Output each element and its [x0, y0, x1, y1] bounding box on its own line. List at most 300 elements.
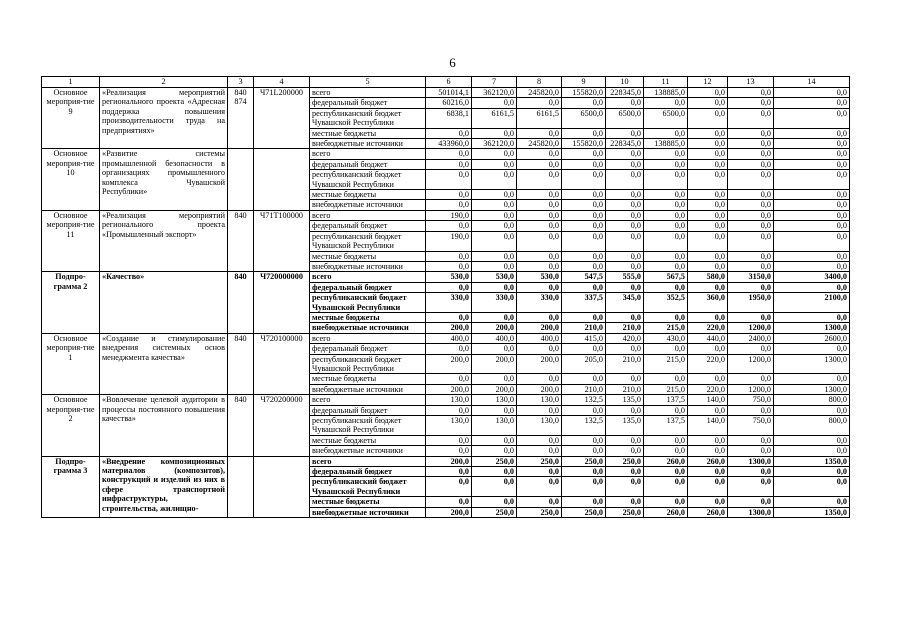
funding-source-label: всего — [310, 333, 426, 343]
amount-cell: 1300,0 — [774, 323, 850, 333]
row-target-code: Ч720000000 — [254, 272, 310, 333]
funding-source-label: федеральный бюджет — [310, 159, 426, 169]
amount-cell: 0,0 — [728, 446, 774, 456]
amount-cell: 228345,0 — [606, 88, 644, 98]
row-grbs-code: 840 — [228, 272, 254, 333]
amount-cell: 0,0 — [472, 251, 517, 261]
amount-cell: 0,0 — [472, 149, 517, 159]
amount-cell: 555,0 — [606, 272, 644, 282]
amount-cell: 210,0 — [606, 354, 644, 374]
amount-cell: 0,0 — [472, 435, 517, 445]
amount-cell: 0,0 — [688, 221, 728, 231]
amount-cell: 0,0 — [472, 210, 517, 220]
amount-cell: 6500,0 — [562, 108, 606, 128]
amount-cell: 0,0 — [644, 200, 688, 210]
amount-cell: 0,0 — [517, 446, 562, 456]
funding-source-label: всего — [310, 210, 426, 220]
amount-cell: 0,0 — [562, 159, 606, 169]
amount-cell: 0,0 — [562, 467, 606, 477]
amount-cell: 0,0 — [562, 221, 606, 231]
amount-cell: 130,0 — [472, 416, 517, 436]
amount-cell: 0,0 — [472, 261, 517, 271]
funding-source-label: местные бюджеты — [310, 190, 426, 200]
table-row — [42, 333, 850, 343]
funding-source-label: местные бюджеты — [310, 374, 426, 384]
amount-cell: 0,0 — [517, 312, 562, 322]
row-target-code: Ч71Т100000 — [254, 210, 310, 271]
amount-cell: 0,0 — [517, 344, 562, 354]
amount-cell: 0,0 — [774, 108, 850, 128]
amount-cell: 137,5 — [644, 395, 688, 405]
amount-cell: 130,0 — [517, 416, 562, 436]
amount-cell: 0,0 — [472, 467, 517, 477]
amount-cell: 0,0 — [688, 108, 728, 128]
amount-cell: 0,0 — [644, 497, 688, 507]
amount-cell: 0,0 — [562, 477, 606, 497]
amount-cell: 0,0 — [606, 405, 644, 415]
amount-cell: 0,0 — [688, 170, 728, 190]
amount-cell: 0,0 — [774, 251, 850, 261]
amount-cell: 0,0 — [728, 200, 774, 210]
amount-cell: 0,0 — [774, 477, 850, 497]
amount-cell: 215,0 — [644, 384, 688, 394]
amount-cell: 0,0 — [688, 190, 728, 200]
funding-source-label: всего — [310, 395, 426, 405]
amount-cell: 0,0 — [688, 139, 728, 149]
amount-cell: 0,0 — [426, 128, 472, 138]
row-program-label: Основное мероприя-тие 11 — [42, 210, 100, 271]
amount-cell: 0,0 — [472, 477, 517, 497]
row-grbs-code: 840 — [228, 210, 254, 271]
amount-cell: 0,0 — [774, 98, 850, 108]
table-row — [42, 456, 850, 466]
amount-cell: 0,0 — [562, 210, 606, 220]
amount-cell: 0,0 — [728, 210, 774, 220]
amount-cell: 0,0 — [688, 149, 728, 159]
amount-cell: 137,5 — [644, 416, 688, 436]
amount-cell: 0,0 — [606, 210, 644, 220]
amount-cell: 0,0 — [562, 497, 606, 507]
amount-cell: 0,0 — [728, 344, 774, 354]
funding-source-label: федеральный бюджет — [310, 467, 426, 477]
amount-cell: 0,0 — [688, 435, 728, 445]
amount-cell: 0,0 — [774, 200, 850, 210]
funding-source-label: местные бюджеты — [310, 128, 426, 138]
amount-cell: 0,0 — [644, 149, 688, 159]
amount-cell: 0,0 — [644, 231, 688, 251]
amount-cell: 0,0 — [606, 170, 644, 190]
column-header: 13 — [728, 77, 774, 88]
amount-cell: 580,0 — [688, 272, 728, 282]
amount-cell: 0,0 — [774, 128, 850, 138]
amount-cell: 0,0 — [426, 446, 472, 456]
amount-cell: 430,0 — [644, 333, 688, 343]
amount-cell: 200,0 — [426, 507, 472, 517]
amount-cell: 0,0 — [472, 221, 517, 231]
amount-cell: 250,0 — [517, 456, 562, 466]
amount-cell: 1300,0 — [774, 384, 850, 394]
amount-cell: 0,0 — [426, 467, 472, 477]
amount-cell: 0,0 — [774, 261, 850, 271]
amount-cell: 433960,0 — [426, 139, 472, 149]
row-grbs-code — [228, 456, 254, 517]
table-row — [42, 272, 850, 282]
amount-cell: 1300,0 — [728, 507, 774, 517]
amount-cell: 250,0 — [606, 456, 644, 466]
amount-cell: 0,0 — [472, 405, 517, 415]
amount-cell: 0,0 — [426, 344, 472, 354]
amount-cell: 0,0 — [774, 282, 850, 292]
amount-cell: 0,0 — [562, 231, 606, 251]
amount-cell: 0,0 — [688, 374, 728, 384]
amount-cell: 220,0 — [688, 384, 728, 394]
amount-cell: 220,0 — [688, 354, 728, 374]
amount-cell: 800,0 — [774, 416, 850, 436]
amount-cell: 0,0 — [774, 467, 850, 477]
amount-cell: 0,0 — [562, 251, 606, 261]
amount-cell: 138885,0 — [644, 139, 688, 149]
amount-cell: 0,0 — [644, 374, 688, 384]
amount-cell: 0,0 — [517, 251, 562, 261]
amount-cell: 1350,0 — [774, 507, 850, 517]
amount-cell: 0,0 — [562, 261, 606, 271]
amount-cell: 210,0 — [562, 323, 606, 333]
amount-cell: 0,0 — [688, 159, 728, 169]
amount-cell: 0,0 — [606, 128, 644, 138]
amount-cell: 0,0 — [517, 98, 562, 108]
amount-cell: 155820,0 — [562, 88, 606, 98]
amount-cell: 0,0 — [562, 405, 606, 415]
amount-cell: 190,0 — [426, 210, 472, 220]
amount-cell: 0,0 — [472, 190, 517, 200]
row-program-name: «Реализация мероприятий регионального проекта «Промышленный экспорт» — [100, 210, 228, 271]
funding-source-label: республиканский бюджет Чувашской Республики — [310, 231, 426, 251]
funding-source-label: внебюджетные источники — [310, 384, 426, 394]
amount-cell: 2100,0 — [774, 293, 850, 313]
amount-cell: 130,0 — [517, 395, 562, 405]
row-target-code — [254, 456, 310, 517]
funding-source-label: республиканский бюджет Чувашской Республики — [310, 108, 426, 128]
amount-cell: 0,0 — [606, 261, 644, 271]
amount-cell: 250,0 — [562, 507, 606, 517]
amount-cell: 0,0 — [644, 251, 688, 261]
row-grbs-code: 840 — [228, 395, 254, 456]
amount-cell: 0,0 — [606, 497, 644, 507]
amount-cell: 0,0 — [517, 405, 562, 415]
amount-cell: 0,0 — [472, 200, 517, 210]
amount-cell: 0,0 — [517, 159, 562, 169]
amount-cell: 0,0 — [606, 200, 644, 210]
amount-cell: 220,0 — [688, 323, 728, 333]
amount-cell: 330,0 — [472, 293, 517, 313]
amount-cell: 200,0 — [472, 354, 517, 374]
amount-cell: 352,5 — [644, 293, 688, 313]
amount-cell: 0,0 — [426, 170, 472, 190]
amount-cell: 200,0 — [426, 323, 472, 333]
amount-cell: 0,0 — [644, 467, 688, 477]
amount-cell: 0,0 — [688, 312, 728, 322]
amount-cell: 132,5 — [562, 395, 606, 405]
row-program-label: Основное мероприя-тие 2 — [42, 395, 100, 456]
row-program-label: Основное мероприя-тие 10 — [42, 149, 100, 210]
amount-cell: 0,0 — [728, 405, 774, 415]
amount-cell: 0,0 — [688, 210, 728, 220]
amount-cell: 547,5 — [562, 272, 606, 282]
amount-cell: 260,0 — [644, 456, 688, 466]
amount-cell: 0,0 — [517, 467, 562, 477]
amount-cell: 3400,0 — [774, 272, 850, 282]
amount-cell: 250,0 — [606, 507, 644, 517]
column-header: 12 — [688, 77, 728, 88]
column-header: 6 — [426, 77, 472, 88]
amount-cell: 0,0 — [517, 282, 562, 292]
column-header: 14 — [774, 77, 850, 88]
amount-cell: 0,0 — [728, 374, 774, 384]
funding-source-label: федеральный бюджет — [310, 344, 426, 354]
amount-cell: 337,5 — [562, 293, 606, 313]
amount-cell: 0,0 — [606, 446, 644, 456]
amount-cell: 1950,0 — [728, 293, 774, 313]
amount-cell: 3150,0 — [728, 272, 774, 282]
amount-cell: 200,0 — [517, 354, 562, 374]
amount-cell: 0,0 — [562, 200, 606, 210]
funding-source-label: местные бюджеты — [310, 312, 426, 322]
amount-cell: 1300,0 — [728, 456, 774, 466]
amount-cell: 0,0 — [774, 446, 850, 456]
amount-cell: 0,0 — [606, 467, 644, 477]
row-program-name: «Внедрение композиционных материалов (композитов), конструкций и изделий из них в сфере транспортной инфраструктуры, строительства, жилищно- — [100, 456, 228, 517]
amount-cell: 0,0 — [728, 282, 774, 292]
amount-cell: 260,0 — [644, 507, 688, 517]
funding-source-label: внебюджетные источники — [310, 139, 426, 149]
table-row — [42, 88, 850, 98]
amount-cell: 200,0 — [472, 323, 517, 333]
amount-cell: 0,0 — [426, 190, 472, 200]
amount-cell: 0,0 — [472, 282, 517, 292]
amount-cell: 0,0 — [688, 405, 728, 415]
amount-cell: 0,0 — [774, 139, 850, 149]
amount-cell: 0,0 — [606, 98, 644, 108]
amount-cell: 1200,0 — [728, 354, 774, 374]
row-program-name: «Качество» — [100, 272, 228, 333]
amount-cell: 0,0 — [644, 435, 688, 445]
amount-cell: 0,0 — [606, 312, 644, 322]
amount-cell: 0,0 — [517, 477, 562, 497]
amount-cell: 0,0 — [562, 344, 606, 354]
amount-cell: 0,0 — [472, 344, 517, 354]
amount-cell: 567,5 — [644, 272, 688, 282]
funding-source-label: федеральный бюджет — [310, 98, 426, 108]
amount-cell: 0,0 — [606, 251, 644, 261]
amount-cell: 0,0 — [728, 312, 774, 322]
amount-cell: 140,0 — [688, 416, 728, 436]
amount-cell: 0,0 — [517, 170, 562, 190]
amount-cell: 210,0 — [562, 384, 606, 394]
funding-source-label: федеральный бюджет — [310, 282, 426, 292]
funding-source-label: всего — [310, 88, 426, 98]
funding-source-label: всего — [310, 456, 426, 466]
amount-cell: 0,0 — [688, 467, 728, 477]
amount-cell: 0,0 — [426, 261, 472, 271]
amount-cell: 0,0 — [426, 200, 472, 210]
amount-cell: 0,0 — [688, 282, 728, 292]
funding-source-label: республиканский бюджет Чувашской Республики — [310, 416, 426, 436]
amount-cell: 0,0 — [562, 435, 606, 445]
amount-cell: 0,0 — [774, 159, 850, 169]
table-row — [42, 395, 850, 405]
amount-cell: 0,0 — [517, 231, 562, 251]
amount-cell: 0,0 — [472, 170, 517, 190]
row-target-code: Ч71L200000 — [254, 88, 310, 149]
amount-cell: 0,0 — [517, 128, 562, 138]
amount-cell: 140,0 — [688, 395, 728, 405]
amount-cell: 1200,0 — [728, 323, 774, 333]
amount-cell: 200,0 — [517, 384, 562, 394]
funding-source-label: внебюджетные источники — [310, 446, 426, 456]
amount-cell: 135,0 — [606, 416, 644, 436]
amount-cell: 0,0 — [688, 128, 728, 138]
amount-cell: 0,0 — [728, 88, 774, 98]
amount-cell: 0,0 — [644, 170, 688, 190]
amount-cell: 440,0 — [688, 333, 728, 343]
amount-cell: 250,0 — [472, 456, 517, 466]
funding-source-label: внебюджетные источники — [310, 507, 426, 517]
amount-cell: 0,0 — [426, 497, 472, 507]
amount-cell: 135,0 — [606, 395, 644, 405]
row-program-label: Основное мероприя-тие 9 — [42, 88, 100, 149]
row-program-label: Подпро-грамма 3 — [42, 456, 100, 517]
amount-cell: 1350,0 — [774, 456, 850, 466]
amount-cell: 0,0 — [606, 374, 644, 384]
amount-cell: 0,0 — [644, 98, 688, 108]
funding-source-label: всего — [310, 149, 426, 159]
amount-cell: 0,0 — [728, 108, 774, 128]
amount-cell: 0,0 — [774, 221, 850, 231]
amount-cell: 0,0 — [517, 149, 562, 159]
funding-source-label: местные бюджеты — [310, 251, 426, 261]
amount-cell: 0,0 — [688, 251, 728, 261]
amount-cell: 501014,1 — [426, 88, 472, 98]
funding-source-label: республиканский бюджет Чувашской Республики — [310, 293, 426, 313]
amount-cell: 0,0 — [728, 435, 774, 445]
amount-cell: 0,0 — [517, 200, 562, 210]
amount-cell: 210,0 — [606, 323, 644, 333]
amount-cell: 0,0 — [688, 98, 728, 108]
column-header: 5 — [310, 77, 426, 88]
amount-cell: 0,0 — [472, 159, 517, 169]
amount-cell: 2600,0 — [774, 333, 850, 343]
amount-cell: 750,0 — [728, 395, 774, 405]
amount-cell: 0,0 — [472, 312, 517, 322]
amount-cell: 260,0 — [688, 507, 728, 517]
amount-cell: 530,0 — [472, 272, 517, 282]
column-header: 11 — [644, 77, 688, 88]
amount-cell: 530,0 — [426, 272, 472, 282]
amount-cell: 0,0 — [774, 344, 850, 354]
amount-cell: 0,0 — [774, 405, 850, 415]
amount-cell: 0,0 — [606, 159, 644, 169]
amount-cell: 0,0 — [517, 435, 562, 445]
amount-cell: 0,0 — [517, 210, 562, 220]
amount-cell: 250,0 — [472, 507, 517, 517]
column-header: 9 — [562, 77, 606, 88]
amount-cell: 200,0 — [426, 384, 472, 394]
amount-cell: 0,0 — [472, 497, 517, 507]
amount-cell: 245820,0 — [517, 88, 562, 98]
amount-cell: 362120,0 — [472, 139, 517, 149]
amount-cell: 200,0 — [517, 323, 562, 333]
amount-cell: 0,0 — [426, 435, 472, 445]
amount-cell: 0,0 — [517, 374, 562, 384]
amount-cell: 0,0 — [774, 435, 850, 445]
amount-cell: 530,0 — [517, 272, 562, 282]
amount-cell: 200,0 — [426, 354, 472, 374]
funding-source-label: федеральный бюджет — [310, 405, 426, 415]
amount-cell: 138885,0 — [644, 88, 688, 98]
amount-cell: 0,0 — [728, 261, 774, 271]
amount-cell: 215,0 — [644, 323, 688, 333]
table-body — [42, 88, 850, 518]
amount-cell: 0,0 — [774, 312, 850, 322]
amount-cell: 0,0 — [562, 374, 606, 384]
amount-cell: 60216,0 — [426, 98, 472, 108]
amount-cell: 228345,0 — [606, 139, 644, 149]
amount-cell: 0,0 — [728, 231, 774, 251]
row-target-code: Ч720100000 — [254, 333, 310, 394]
amount-cell: 0,0 — [644, 128, 688, 138]
amount-cell: 0,0 — [644, 159, 688, 169]
funding-source-label: республиканский бюджет Чувашской Республики — [310, 354, 426, 374]
amount-cell: 245820,0 — [517, 139, 562, 149]
amount-cell: 0,0 — [774, 88, 850, 98]
amount-cell: 0,0 — [774, 374, 850, 384]
amount-cell: 420,0 — [606, 333, 644, 343]
amount-cell: 0,0 — [426, 405, 472, 415]
amount-cell: 0,0 — [774, 210, 850, 220]
amount-cell: 0,0 — [688, 446, 728, 456]
row-program-name: «Реализация мероприятий регионального проекта «Адресная поддержка повышения производительности труда на предприятиях» — [100, 88, 228, 149]
amount-cell: 0,0 — [472, 128, 517, 138]
amount-cell: 800,0 — [774, 395, 850, 405]
amount-cell: 0,0 — [644, 190, 688, 200]
amount-cell: 0,0 — [517, 221, 562, 231]
amount-cell: 0,0 — [562, 282, 606, 292]
amount-cell: 400,0 — [472, 333, 517, 343]
amount-cell: 0,0 — [472, 374, 517, 384]
funding-source-label: республиканский бюджет Чувашской Республики — [310, 477, 426, 497]
amount-cell: 330,0 — [517, 293, 562, 313]
amount-cell: 250,0 — [517, 507, 562, 517]
amount-cell: 6838,1 — [426, 108, 472, 128]
amount-cell: 1200,0 — [728, 384, 774, 394]
amount-cell: 0,0 — [562, 170, 606, 190]
amount-cell: 0,0 — [644, 405, 688, 415]
funding-source-label: внебюджетные источники — [310, 261, 426, 271]
amount-cell: 0,0 — [426, 221, 472, 231]
amount-cell: 0,0 — [562, 312, 606, 322]
amount-cell: 0,0 — [472, 231, 517, 251]
amount-cell: 260,0 — [688, 456, 728, 466]
amount-cell: 0,0 — [606, 477, 644, 497]
amount-cell: 0,0 — [688, 477, 728, 497]
column-header: 10 — [606, 77, 644, 88]
amount-cell: 6500,0 — [606, 108, 644, 128]
amount-cell: 250,0 — [562, 456, 606, 466]
amount-cell: 0,0 — [774, 190, 850, 200]
amount-cell: 0,0 — [606, 282, 644, 292]
amount-cell: 0,0 — [728, 128, 774, 138]
amount-cell: 0,0 — [774, 170, 850, 190]
